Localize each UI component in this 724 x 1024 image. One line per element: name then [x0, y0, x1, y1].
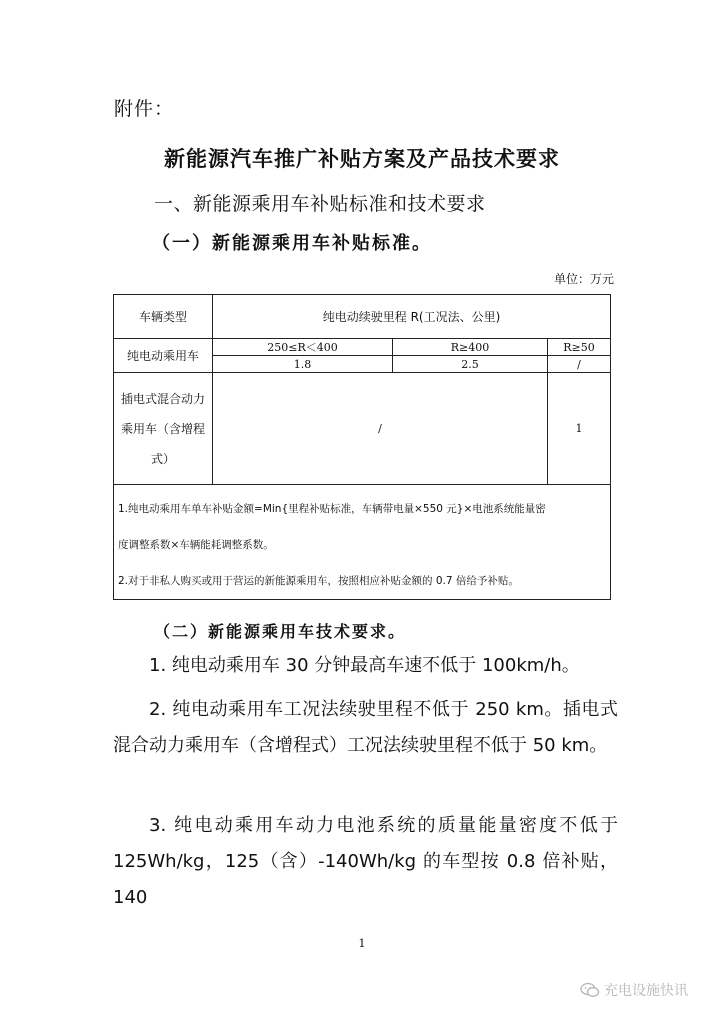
page-number: 1: [358, 937, 366, 950]
subsection-heading-1: （一）新能源乘用车补贴标准。: [152, 233, 432, 254]
phev-label-line: 乘用车（含增程: [120, 421, 205, 436]
phev-label-line: 插电式混合动力: [120, 391, 205, 406]
header-range: 纯电动续驶里程 R(工况法、公里): [213, 295, 611, 339]
wechat-icon: [580, 982, 600, 998]
header-vehicle-type: 车辆类型: [114, 295, 213, 339]
range-band-3: R≥50: [548, 339, 611, 356]
note-line: 1.纯电动乘用车单车补贴金额=Min{里程补贴标准，车辆带电量×550 元}×电池系统能量密: [118, 503, 546, 515]
phev-value-r50: 1: [548, 373, 611, 485]
watermark: [580, 980, 688, 1000]
table-notes: [114, 485, 611, 600]
watermark-text: 充电设施快讯: [604, 983, 688, 999]
range-band-2: R≥400: [393, 339, 548, 356]
subsection-heading-2: （二）新能源乘用车技术要求。: [154, 622, 407, 641]
section-heading-1: 一、新能源乘用车补贴标准和技术要求: [154, 193, 486, 215]
note-line: 2.对于非私人购买或用于营运的新能源乘用车，按照相应补贴金额的 0.7 倍给予补贴。: [118, 575, 519, 587]
bev-label: 纯电动乘用车: [114, 339, 213, 373]
paragraph-1: 1. 纯电动乘用车 30 分钟最高车速不低于 100km/h。: [149, 655, 580, 676]
phev-label: [114, 373, 213, 485]
bev-value-2: 2.5: [393, 356, 548, 373]
phev-label-line: 式）: [150, 451, 175, 466]
document-title: 新能源汽车推广补贴方案及产品技术要求: [164, 147, 560, 171]
phev-value-main: /: [213, 373, 548, 485]
subsidy-table: [113, 294, 611, 600]
attachment-label: 附件：: [114, 98, 175, 120]
paragraph-3: 3. 纯电动乘用车动力电池系统的质量能量密度不低于 125Wh/kg，125（含）-140Wh/kg 的车型按 0.8 倍补贴，140: [113, 815, 618, 908]
range-band-1: 250≤R＜400: [213, 339, 393, 356]
bev-value-1: 1.8: [213, 356, 393, 373]
unit-label: 单位：万元: [553, 272, 614, 286]
paragraph-2: 2. 纯电动乘用车工况法续驶里程不低于 250 km。插电式混合动力乘用车（含增程式）工况法续驶里程不低于 50 km。: [113, 699, 618, 756]
note-line: 度调整系数×车辆能耗调整系数。: [118, 539, 274, 551]
bev-value-3: /: [548, 356, 611, 373]
